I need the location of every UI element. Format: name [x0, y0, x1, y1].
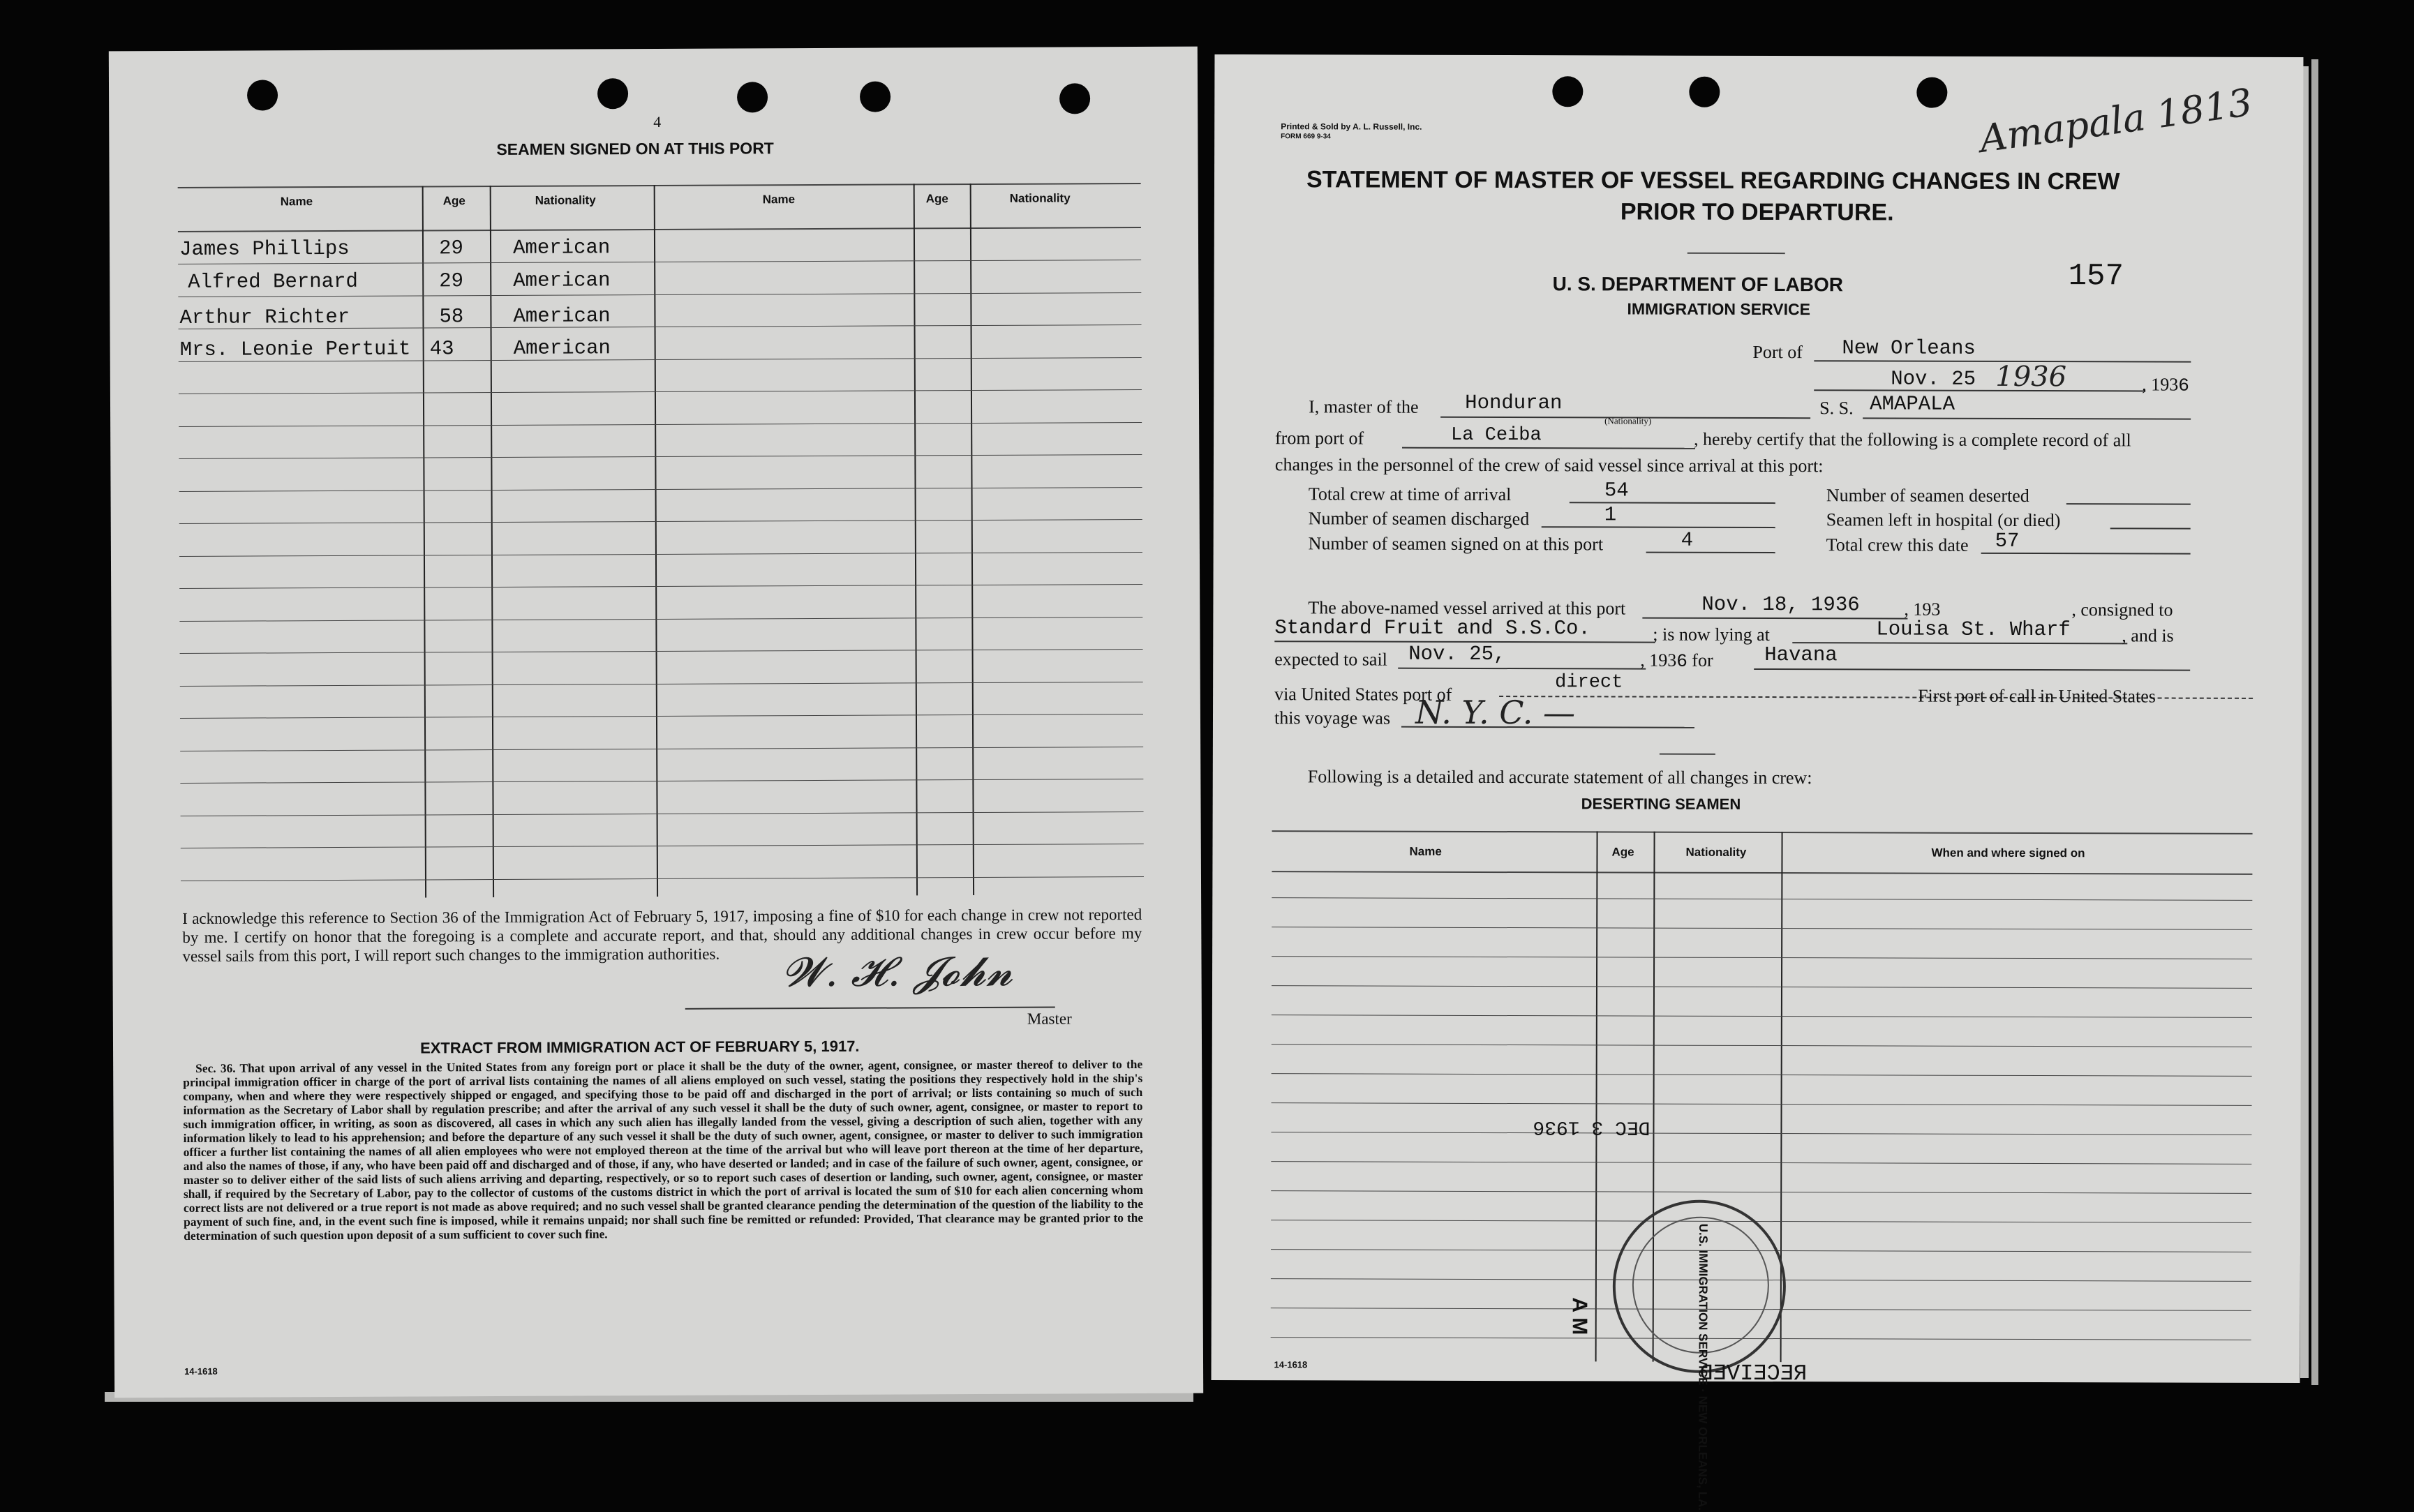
- deserted-label: Number of seamen deserted: [1826, 485, 2029, 507]
- from-port-value: La Ceiba: [1451, 424, 1542, 447]
- table-rule: [1272, 985, 2252, 989]
- hospital-label: Seamen left in hospital (or died): [1826, 509, 2061, 531]
- stamp-letters: A M: [1567, 1297, 1591, 1335]
- punch-hole: [1916, 77, 1947, 108]
- table-rule: [181, 811, 1144, 816]
- arrived-year: , 193: [1904, 599, 1941, 620]
- desert-col-name: Name: [1409, 844, 1442, 858]
- table-rule: [180, 779, 1143, 784]
- expected-year-suffix: 6: [1676, 650, 1687, 672]
- expected-value: Nov. 25,: [1408, 642, 1506, 666]
- master-of-label: I, master of the: [1309, 396, 1419, 417]
- certify-text-2: changes in the personnel of the crew of said vessel since arrival at this port:: [1274, 454, 1824, 477]
- stamp-text: U.S. IMMIGRATION SERVICE · NEW ORLEANS, LA.: [1696, 1223, 1711, 1511]
- voyage-value: N. Y. C. —: [1415, 693, 1576, 732]
- received-stamp: RECEIVED: [1699, 1360, 1808, 1387]
- col-header-nationality-2: Nationality: [1009, 191, 1071, 205]
- table-rule: [181, 876, 1144, 881]
- from-port-label: from port of: [1275, 428, 1364, 449]
- punch-hole: [860, 82, 891, 112]
- table-rule: [180, 746, 1143, 751]
- punch-hole: [247, 80, 278, 110]
- punch-hole: [1059, 83, 1090, 114]
- form-number: FORM 669 9-34: [1281, 133, 1331, 141]
- via-value: direct: [1555, 672, 1623, 694]
- following-text: Following is a detailed and accurate statement of all changes in crew:: [1307, 766, 1812, 788]
- table-row-name: James Phillips: [179, 237, 350, 261]
- total-date-value: 57: [1995, 529, 2020, 553]
- col-header-name: Name: [280, 195, 313, 209]
- form-code: 14-1618: [184, 1365, 218, 1377]
- col-header-age: Age: [442, 194, 465, 208]
- nationality-value: Honduran: [1465, 391, 1563, 415]
- left-title: SEAMEN SIGNED ON AT THIS PORT: [496, 139, 774, 158]
- statement-title: STATEMENT OF MASTER OF VESSEL REGARDING CHANGES IN CREW: [1306, 166, 2120, 195]
- signed-on-value: 4: [1681, 528, 1694, 552]
- table-row-age: 29: [439, 269, 464, 293]
- consigned-label: , consigned to: [2071, 599, 2173, 620]
- punch-hole: [1552, 76, 1583, 107]
- right-page: [1212, 54, 2304, 1511]
- expected-label: expected to sail: [1274, 649, 1387, 670]
- date-value: Nov. 25: [1891, 367, 1976, 391]
- arrived-label: The above-named vessel arrived at this port: [1308, 597, 1626, 619]
- col-header-nationality: Nationality: [535, 193, 596, 207]
- for-label: for: [1692, 650, 1713, 671]
- table-row-nationality: American: [513, 269, 611, 292]
- table-rule: [179, 486, 1142, 491]
- table-row-nationality: American: [513, 304, 611, 328]
- master-signature: 𝓦. 𝓗. 𝓙𝓸𝓱𝓷: [782, 947, 1013, 996]
- date-handwritten: 1936: [1995, 360, 2067, 394]
- date-year-prefix-text: , 193: [2142, 374, 2179, 395]
- punch-hole: [1689, 77, 1720, 107]
- desert-col-signed-on: When and where signed on: [1931, 846, 2085, 860]
- table-rule: [1271, 1132, 2251, 1135]
- desert-col-age: Age: [1611, 845, 1634, 859]
- table-rule: [181, 844, 1144, 848]
- nationality-caption: (Nationality): [1604, 415, 1652, 426]
- page-number: 4: [653, 112, 662, 131]
- table-row-name: Alfred Bernard: [188, 269, 358, 294]
- for-value: Havana: [1764, 643, 1838, 667]
- form-code-right: 14-1618: [1274, 1359, 1308, 1370]
- table-row-age: 58: [439, 305, 464, 329]
- department-text: U. S. DEPARTMENT OF LABOR: [1552, 273, 1844, 296]
- date-year-suffix: 6: [2178, 375, 2189, 396]
- master-label: Master: [1027, 1010, 1072, 1028]
- expected-year: [1640, 650, 1713, 672]
- total-arrival-label: Total crew at time of arrival: [1308, 484, 1512, 505]
- port-of-value: New Orleans: [1842, 336, 1976, 360]
- document-number: 157: [2068, 259, 2124, 294]
- department: [1553, 273, 1843, 296]
- table-rule: [1272, 897, 2252, 901]
- table-rule: [180, 714, 1143, 719]
- desert-col-nationality: Nationality: [1685, 845, 1747, 859]
- consignee-value: Standard Fruit and S.S.Co.: [1274, 616, 1590, 641]
- total-arrival-value: 54: [1604, 479, 1629, 502]
- table-rule: [179, 454, 1142, 459]
- table-row-nationality: American: [512, 236, 611, 260]
- certify-text: , hereby certify that the following is a complete record of all: [1694, 428, 2131, 451]
- discharged-value: 1: [1604, 503, 1617, 527]
- table-row-age: 29: [438, 237, 463, 260]
- stamp-date: DEC 3 1936: [1533, 1116, 1651, 1138]
- voyage-label: this voyage was: [1274, 708, 1391, 728]
- punch-hole: [597, 78, 628, 109]
- table-rule: [1272, 1044, 2252, 1047]
- lying-label: ; is now lying at: [1653, 624, 1770, 645]
- expected-year-text: , 193: [1640, 650, 1677, 671]
- and-is: , and is: [2122, 625, 2174, 646]
- table-row-name: Mrs. Leonie Pertuit: [179, 337, 411, 361]
- table-rule: [179, 584, 1142, 589]
- acknowledgement-text: I acknowledge this reference to Section 36 of the Immigration Act of February 5, 1917, imposing a fine of $10 for each change in crew not reported by me. I certify on honor that the foregoing is a complete and accurate report, and that, should any additional changes in crew occur before my vessel sails from this port, I will report such changes to the immigration authorities.: [182, 905, 1142, 965]
- printer-credit: Printed & Sold by A. L. Russell, Inc.: [1281, 121, 1422, 132]
- arrived-value: Nov. 18, 1936: [1701, 592, 1860, 617]
- extract-text: Sec. 36. That upon arrival of any vessel in the United States from any foreign port or place it shall be the duty of the owner, agent, consignee, or master thereof to deliver to the principal immigration officer in charge of the port of arrival lists containing the names of all aliens employed on such vessel, stating the positions they respectively hold in the ship's company, when and where they were respectively shipped or engaged, and specifying those to be paid off and discharged in the port of arrival; or lists containing so much of such information as the Secretary of Labor shall by regulation prescribe; and after the arrival of any such vessel it shall be the duty of such owner, agent, consignee, or master to report to such immigration officer, in writing, as soon as discovered, all cases in which any such alien has illegally landed from the vessel, giving a description of such alien, together with any information likely to lead to his apprehension; and before the departure of any such vessel it shall be the duty of such owner, agent, consignee, or master to deliver to such immigration officer a further list containing the names of all alien employees who were not employed thereon at the time of the arrival but who will leave port thereon at the time of her departure, and also the names of those, if any, who have been paid off and discharged and of those, if any, who have deserted or landed; and in case of the failure of such owner, agent, consignee, or master so to deliver either of the said lists of such aliens arriving and departing, respectively, or so to report such cases of desertion or landing, such owner, agent, consignee, or master shall, if required by the Secretary of Labor, pay to the collector of customs of the customs district in which the port of arrival is located the sum of $10 for each alien concerning whom correct lists are not delivered or a true report is not made as above required; and no such vessel shall be granted clearance pending the determination of the question of the liability to the payment of such fine, and, in the event such fine is imposed, while it remains unpaid; nor shall such fine be remitted or refunded: Provided, That clearance may be granted prior to the determination of such question upon deposit of a sum sufficient to cover such fine.: [183, 1056, 1144, 1243]
- deserting-rows: [1214, 54, 2303, 57]
- table-rule: [179, 389, 1142, 394]
- date-year-prefix: [2142, 374, 2189, 396]
- seamen-rows: [109, 47, 1198, 52]
- deserting-title: DESERTING SEAMEN: [1581, 795, 1741, 813]
- table-rule: [1272, 1015, 2252, 1018]
- table-rule: [1271, 1161, 2251, 1165]
- table-rule: [179, 421, 1142, 426]
- immigration-service: IMMIGRATION SERVICE: [1627, 299, 1810, 319]
- table-rule: [179, 519, 1142, 524]
- table-rule: [1271, 1220, 2251, 1223]
- lying-value: Louisa St. Wharf: [1876, 617, 2071, 642]
- table-row-age: 43: [429, 337, 454, 361]
- discharged-label: Number of seamen discharged: [1308, 508, 1530, 530]
- first-port-label: First port of call in United States: [1918, 685, 2156, 707]
- table-row-name: Arthur Richter: [179, 305, 350, 329]
- col-header-name-2: Name: [762, 193, 796, 207]
- via-label: via United States port of: [1274, 684, 1452, 705]
- table-rule: [180, 681, 1143, 686]
- statement-subtitle: PRIOR TO DEPARTURE.: [1620, 198, 1894, 226]
- table-rule: [179, 551, 1142, 556]
- table-rule: [1272, 1102, 2252, 1106]
- table-rule: [1271, 1190, 2251, 1194]
- table-rule: [1272, 1073, 2252, 1077]
- table-rule: [1272, 956, 2252, 959]
- port-of-label: Port of: [1752, 341, 1803, 363]
- extract-title: EXTRACT FROM IMMIGRATION ACT OF FEBRUARY 5, 1917.: [419, 1037, 860, 1057]
- table-rule: [179, 616, 1142, 621]
- left-page: [109, 47, 1203, 1398]
- col-header-age-2: Age: [925, 192, 948, 206]
- ss-value: AMAPALA: [1870, 392, 1955, 416]
- table-rule: [1272, 927, 2252, 930]
- ss-label: S. S.: [1819, 398, 1854, 419]
- table-row-nationality: American: [513, 336, 611, 360]
- table-rule: [180, 649, 1143, 654]
- signed-on-label: Number of seamen signed on at this port: [1308, 533, 1604, 555]
- punch-hole: [737, 82, 768, 112]
- total-date-label: Total crew this date: [1826, 534, 1969, 555]
- handwritten-corner-note: Amapala 1813: [1976, 80, 2255, 161]
